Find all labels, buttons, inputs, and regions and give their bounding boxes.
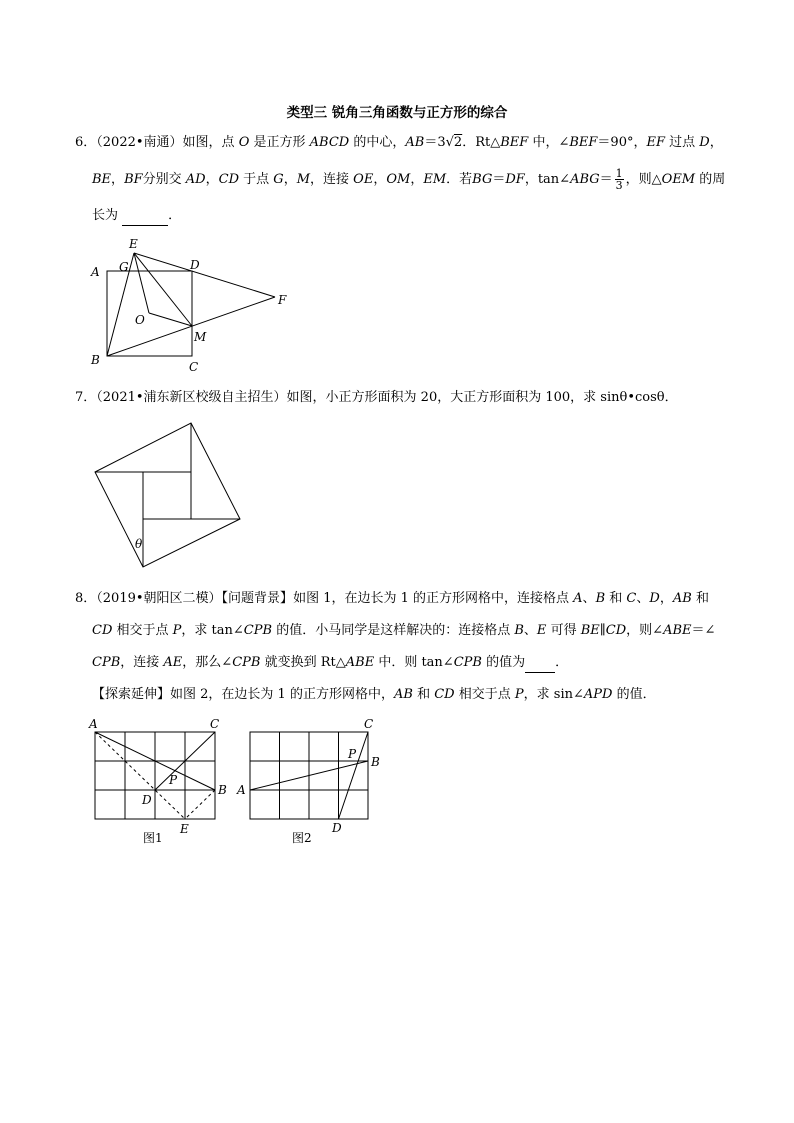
q8-text: ． [555, 655, 569, 670]
q8-text: 和 [417, 687, 431, 702]
q6-var: EM [423, 172, 447, 187]
q6-var: BEF [569, 135, 598, 150]
q8-text: 、 [523, 623, 537, 638]
q7-figure [85, 415, 250, 575]
fig2-label-c: C [364, 717, 374, 731]
q6-text: 长为 [92, 208, 119, 223]
q8-text: ，连接 [120, 655, 160, 670]
q6-var: ABCD [309, 135, 350, 150]
q8-figure-2 [232, 714, 392, 849]
q6-text: ＝ [492, 172, 506, 187]
q6-text: ．Rt△ [462, 135, 501, 150]
q8-source: （2019•朝阳区二模） [96, 591, 222, 606]
q8-var: A [573, 591, 583, 606]
q6-var: AD [185, 172, 206, 187]
q6-line-1 [75, 134, 723, 152]
q6-line-3 [92, 207, 181, 226]
q6-text: ，则△ [625, 172, 662, 187]
q8-var: BE [580, 623, 600, 638]
fig1-label-d: D [142, 793, 152, 807]
answer-blank[interactable] [525, 654, 555, 673]
fig1-label-e: E [180, 822, 189, 836]
q6-var: BF [124, 172, 143, 187]
q6-var: O [238, 135, 250, 150]
q8-var: AE [163, 655, 183, 670]
q7-number: 7． [75, 390, 97, 405]
q6-text: 的中心， [353, 135, 406, 150]
q8-text: ，那么∠ [182, 655, 233, 670]
q8-line-3 [92, 654, 568, 673]
q7-line-1 [75, 389, 678, 407]
q6-text: 于点 [243, 172, 270, 187]
q6-sqrt-arg: 2 [453, 135, 463, 150]
q8-text: 和 [609, 591, 623, 606]
q8-text: 、 [636, 591, 650, 606]
label-e: E [129, 237, 138, 251]
q8-text: 如图 1，在边长为 1 的正方形网格中，连接格点 [293, 591, 570, 606]
q8-text: 的值为 [486, 655, 526, 670]
label-theta: θ [135, 537, 143, 551]
q8-var: APD [583, 687, 613, 702]
q6-text: ， [410, 172, 424, 187]
segment-om [149, 313, 192, 326]
fig1-label-p: P [169, 773, 178, 787]
fig2-label-d: D [332, 821, 342, 835]
q6-figure [85, 233, 295, 373]
fig1-label-b: B [218, 783, 227, 797]
q8-text: 相交于点 [458, 687, 511, 702]
q6-text: 是正方形 [253, 135, 306, 150]
q8-var: CD [605, 623, 627, 638]
label-g: G [119, 260, 129, 274]
label-f: F [278, 293, 287, 307]
q8-var: AB [672, 591, 692, 606]
q8-heading: 【探索延伸】 [92, 687, 171, 702]
label-a: A [91, 265, 100, 279]
q6-var: BG [472, 172, 493, 187]
q8-var: ABE [345, 655, 375, 670]
q8-var: CPB [232, 655, 261, 670]
q8-var: E [536, 623, 547, 638]
q8-line-2 [92, 622, 715, 640]
q8-var: CD [92, 623, 113, 638]
q6-text: ．若 [446, 172, 473, 187]
q8-var: C [626, 591, 637, 606]
q6-var: BE [92, 172, 112, 187]
large-square [95, 423, 240, 567]
q8-var: CPB [243, 623, 273, 638]
q8-text: 如图 2，在边长为 1 的正方形网格中， [170, 687, 394, 702]
q6-text: 过点 [669, 135, 696, 150]
q8-text: 相交于点 [116, 623, 169, 638]
section-title: 类型三 锐角三角函数与正方形的综合 [286, 105, 508, 121]
segment-ef [134, 253, 275, 297]
label-b: B [91, 353, 100, 367]
segment-be [185, 790, 215, 819]
q8-var: ABE [663, 623, 692, 638]
label-d: D [190, 258, 200, 272]
q6-var: DF [505, 172, 525, 187]
q8-var: B [514, 623, 524, 638]
label-o: O [135, 313, 145, 327]
fig2-label-p: P [348, 747, 357, 761]
q6-source: （2022•南通） [96, 135, 183, 150]
q8-text: 可得 [550, 623, 577, 638]
q6-var: AB [405, 135, 425, 150]
q8-text: ，求 sin∠ [523, 687, 584, 702]
q8-var: CPB [453, 655, 482, 670]
q6-text: ． [168, 208, 182, 223]
q6-var: EF [646, 135, 665, 150]
label-c: C [189, 360, 199, 373]
q8-text: ＝∠ [691, 623, 716, 638]
q8-figure-1 [85, 714, 245, 849]
q6-var: G [273, 172, 284, 187]
q8-text: 中．则 tan∠ [378, 655, 454, 670]
q8-text: 的值．小马同学是这样解决的：连接格点 [276, 623, 511, 638]
answer-blank[interactable] [122, 207, 168, 226]
segment-bf [107, 297, 275, 356]
q6-number: 6． [75, 135, 97, 150]
q8-var: P [514, 687, 524, 702]
q6-text: ， [373, 172, 387, 187]
fraction-denominator: 3 [615, 179, 623, 192]
fig2-label-b: B [371, 755, 380, 769]
q6-text: ＝3 [424, 135, 446, 150]
q6-text: ＝ [599, 172, 613, 187]
fig2-label-a: A [237, 783, 246, 797]
q6-text: ， [111, 172, 125, 187]
q8-number: 8． [75, 591, 97, 606]
q8-var: AB [393, 687, 413, 702]
q6-text: ＝90°， [597, 135, 647, 150]
q6-var: ABG [570, 172, 600, 187]
q6-var: CD [218, 172, 239, 187]
q6-text: ， [709, 135, 723, 150]
q6-text: ， [205, 172, 219, 187]
q6-line-2 [92, 168, 725, 191]
q8-text: 就变换到 Rt△ [264, 655, 346, 670]
segment-cd [339, 732, 369, 819]
q8-var: D [649, 591, 660, 606]
label-m: M [194, 330, 207, 344]
fraction [615, 168, 624, 191]
q8-text: 的值． [616, 687, 656, 702]
q8-line-4 [92, 686, 656, 704]
q6-var: BEF [500, 135, 529, 150]
q8-text: 和 [695, 591, 709, 606]
fraction-numerator: 1 [615, 167, 623, 180]
fig1-label-a: A [89, 717, 98, 731]
q6-var: OE [353, 172, 374, 187]
q6-var: M [296, 172, 311, 187]
q8-text: ，求 tan∠ [181, 623, 244, 638]
q8-var: CD [434, 687, 455, 702]
q6-text: 中，∠ [532, 135, 570, 150]
q6-text: ， [283, 172, 297, 187]
fig1-label-c: C [210, 717, 220, 731]
q8-heading: 【问题背景】 [221, 591, 294, 606]
q8-text: 、 [582, 591, 596, 606]
q6-text: 的周 [699, 172, 726, 187]
q8-text: ，则∠ [626, 623, 664, 638]
q7-text: 如图，小正方形面积为 20，大正方形面积为 100，求 sinθ•cosθ． [286, 390, 678, 405]
fig1-caption: 图1 [143, 831, 163, 845]
q8-text: ， [659, 591, 673, 606]
q8-text: ∥ [599, 623, 606, 638]
sqrt-sign: √ [445, 135, 454, 150]
q6-var: OEM [661, 172, 696, 187]
q6-text: 如图，点 [182, 135, 235, 150]
q6-text: ，连接 [310, 172, 350, 187]
q8-var: CPB [92, 655, 121, 670]
fig2-caption: 图2 [292, 831, 312, 845]
q8-var: B [595, 591, 606, 606]
q6-text: 分别交 [142, 172, 182, 187]
q8-line-1 [75, 590, 709, 608]
q6-var: D [699, 135, 710, 150]
q6-var: OM [386, 172, 411, 187]
q6-text: ，tan∠ [524, 172, 571, 187]
q7-source: （2021•浦东新区校级自主招生） [96, 390, 287, 405]
q8-var: P [172, 623, 182, 638]
